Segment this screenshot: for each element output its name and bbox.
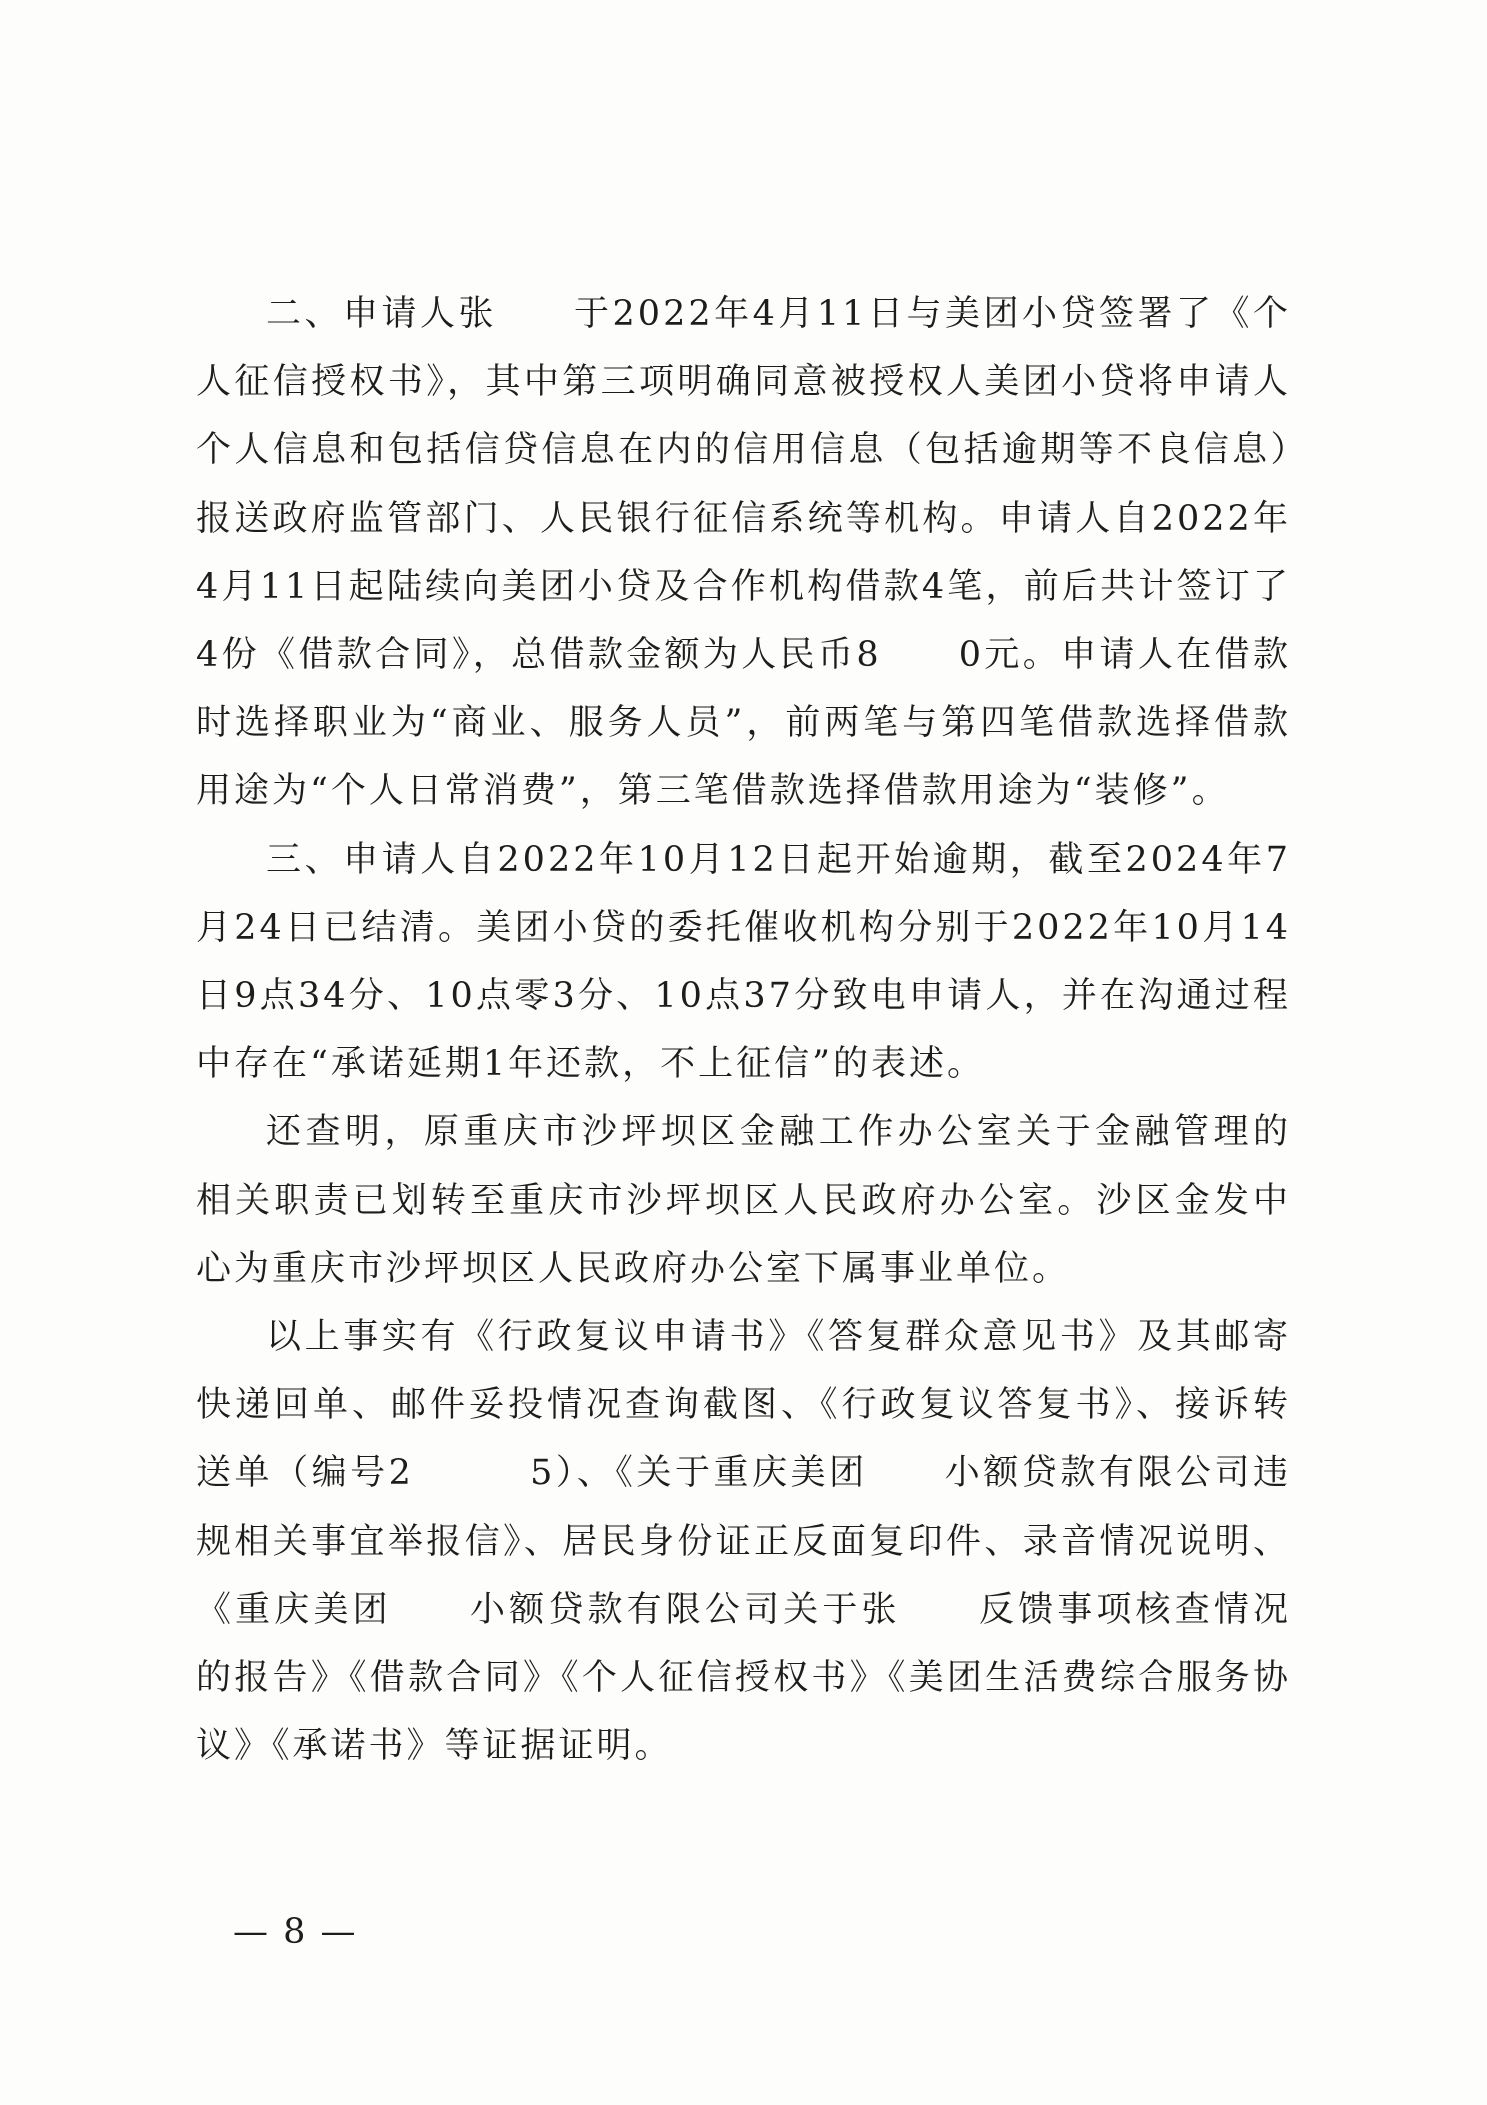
document-body — [196, 280, 1291, 1780]
paragraph-3-overdue-details: 三、申请人自2022年10月12日起开始逾期，截至2024年7月24日已结清。美团小贷的委托催收机构分别于2022年10月14日9点34分、10点零3分、10点37分致电申请人，并在沟通过程中存在“承诺延期1年还款，不上征信”的表述。 — [196, 839, 1291, 1085]
paragraph-evidence-list: 以上事实有《行政复议申请书》《答复群众意见书》及其邮寄快递回单、邮件妥投情况查询截图、《行政复议答复书》、接诉转送单（编号2 5）、《关于重庆美团 小额贷款有限公司违规相关事宜举报信》、居民身份证正反面复印件、录音情况说明、《重庆美团 小额贷款有限公司关于张 反馈事项核查情况的报告》《借款合同》《个人征信授权书》《美团生活费综合服务协议》《承诺书》等证据证明。 — [196, 1317, 1291, 1767]
page-number: — 8 — — [233, 1912, 358, 1952]
paragraph-further-findings: 还查明，原重庆市沙坪坝区金融工作办公室关于金融管理的相关职责已划转至重庆市沙坪坝区人民政府办公室。沙区金发中心为重庆市沙坪坝区人民政府办公室下属事业单位。 — [196, 1112, 1291, 1289]
paragraph-2-loan-details: 二、申请人张 于2022年4月11日与美团小贷签署了《个人征信授权书》，其中第三项明确同意被授权人美团小贷将申请人个人信息和包括信贷信息在内的信用信息（包括逾期等不良信息）报送政府监管部门、人民银行征信系统等机构。申请人自2022年4月11日起陆续向美团小贷及合作机构借款4笔，前后共计签订了4份《借款合同》，总借款金额为人民币8 0元。申请人在借款时选择职业为“商业、服务人员”，前两笔与第四笔借款选择借款用途为“个人日常消费”，第三笔借款选择借款用途为“装修”。 — [196, 294, 1291, 812]
